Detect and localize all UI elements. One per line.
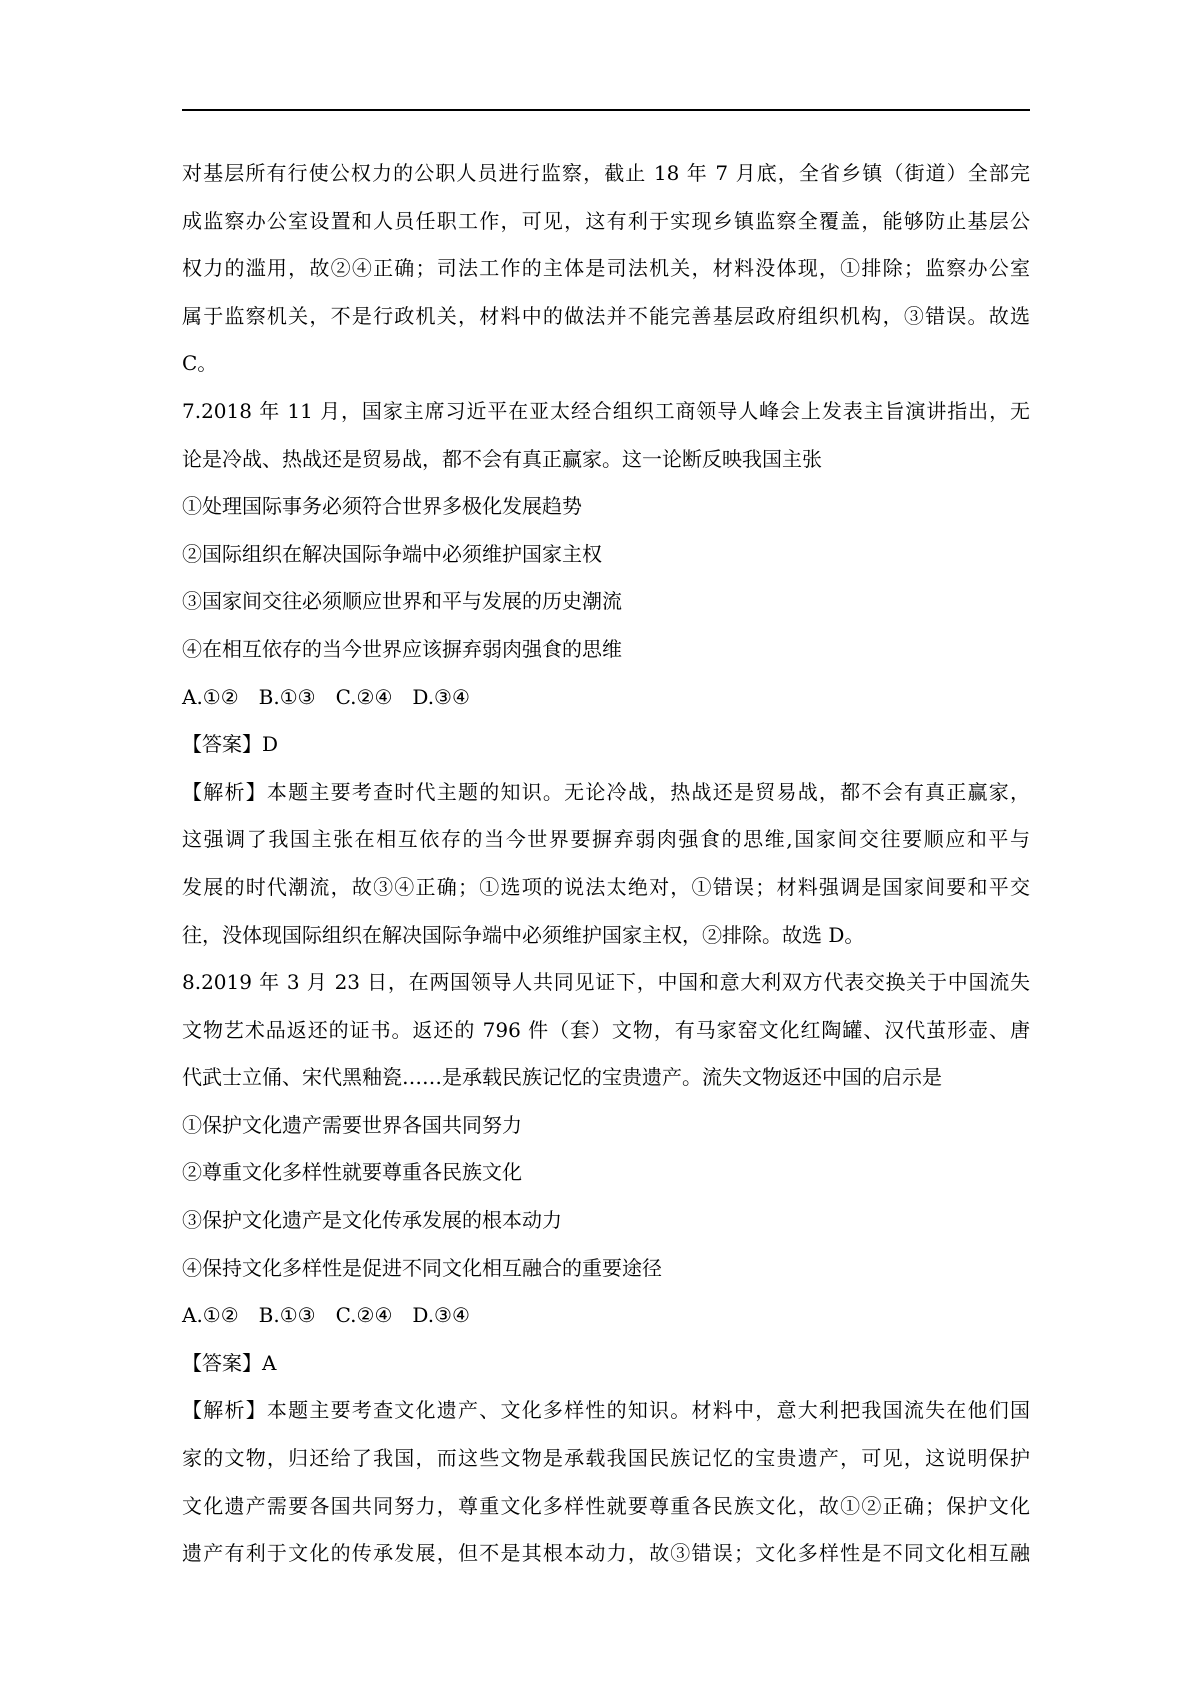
text-line: ④在相互依存的当今世界应该摒弃弱肉强食的思维 [182,636,622,661]
text-line: ②尊重文化多样性就要尊重各民族文化 [182,1160,522,1185]
text-line: A.①② B.①③ C.②④ D.③④ [182,684,470,709]
text-line: 对基层所有行使公权力的公职人员进行监察，截止 18 年 7 月底，全省乡镇（街道）全部完 [182,161,1030,185]
text-line: 【答案】D [182,732,279,757]
text-line: 往，没体现国际组织在解决国际争端中必须维护国家主权，②排除。故选 D。 [182,922,865,947]
text-line: 属于监察机关，不是行政机关，材料中的做法并不能完善基层政府组织机构，③错误。故选 [182,303,1030,328]
text-line: 成监察办公室设置和人员任职工作，可见，这有利于实现乡镇监察全覆盖，能够防止基层公 [182,208,1030,233]
text-line: 文物艺术品返还的证书。返还的 796 件（套）文物，有马家窑文化红陶罐、汉代茧形壶、唐 [182,1017,1030,1042]
text-line: 这强调了我国主张在相互依存的当今世界要摒弃弱肉强食的思维,国家间交往要顺应和平与 [182,827,1030,852]
text-line: 家的文物，归还给了我国，而这些文物是承载我国民族记忆的宝贵遗产，可见，这说明保护 [182,1446,1030,1471]
text-line: C。 [182,351,218,376]
text-line: A.①② B.①③ C.②④ D.③④ [182,1303,470,1328]
header-rule [182,109,1030,111]
text-line: 【解析】本题主要考查文化遗产、文化多样性的知识。材料中，意大利把我国流失在他们国 [182,1398,1030,1423]
text-line: 代武士立俑、宋代黑釉瓷……是承载民族记忆的宝贵遗产。流失文物返还中国的启示是 [182,1065,942,1090]
document-body [182,150,1030,1578]
text-line: 【答案】A [182,1350,277,1375]
text-line: 8.2019 年 3 月 23 日，在两国领导人共同见证下，中国和意大利双方代表交换关于中国流失 [182,970,1030,995]
text-line: ①处理国际事务必须符合世界多极化发展趋势 [182,494,582,519]
text-line: 文化遗产需要各国共同努力，尊重文化多样性就要尊重各民族文化，故①②正确；保护文化 [182,1493,1030,1518]
text-line: 7.2018 年 11 月，国家主席习近平在亚太经合组织工商领导人峰会上发表主旨演讲指出，无 [182,398,1030,423]
text-line: ④保持文化多样性是促进不同文化相互融合的重要途径 [182,1255,662,1280]
text-line: 权力的滥用，故②④正确；司法工作的主体是司法机关，材料没体现，①排除；监察办公室 [182,256,1030,281]
text-line: 论是冷战、热战还是贸易战，都不会有真正赢家。这一论断反映我国主张 [182,446,822,471]
text-line: ②国际组织在解决国际争端中必须维护国家主权 [182,541,602,566]
text-line: ①保护文化遗产需要世界各国共同努力 [182,1112,522,1137]
text-line: ③保护文化遗产是文化传承发展的根本动力 [182,1208,562,1233]
text-line: 发展的时代潮流，故③④正确；①选项的说法太绝对，①错误；材料强调是国家间要和平交 [182,874,1030,899]
text-line: 遗产有利于文化的传承发展，但不是其根本动力，故③错误；文化多样性是不同文化相互融 [182,1541,1030,1566]
text-line: 【解析】本题主要考查时代主题的知识。无论冷战，热战还是贸易战，都不会有真正赢家， [182,779,1030,804]
text-line: ③国家间交往必须顺应世界和平与发展的历史潮流 [182,589,622,614]
